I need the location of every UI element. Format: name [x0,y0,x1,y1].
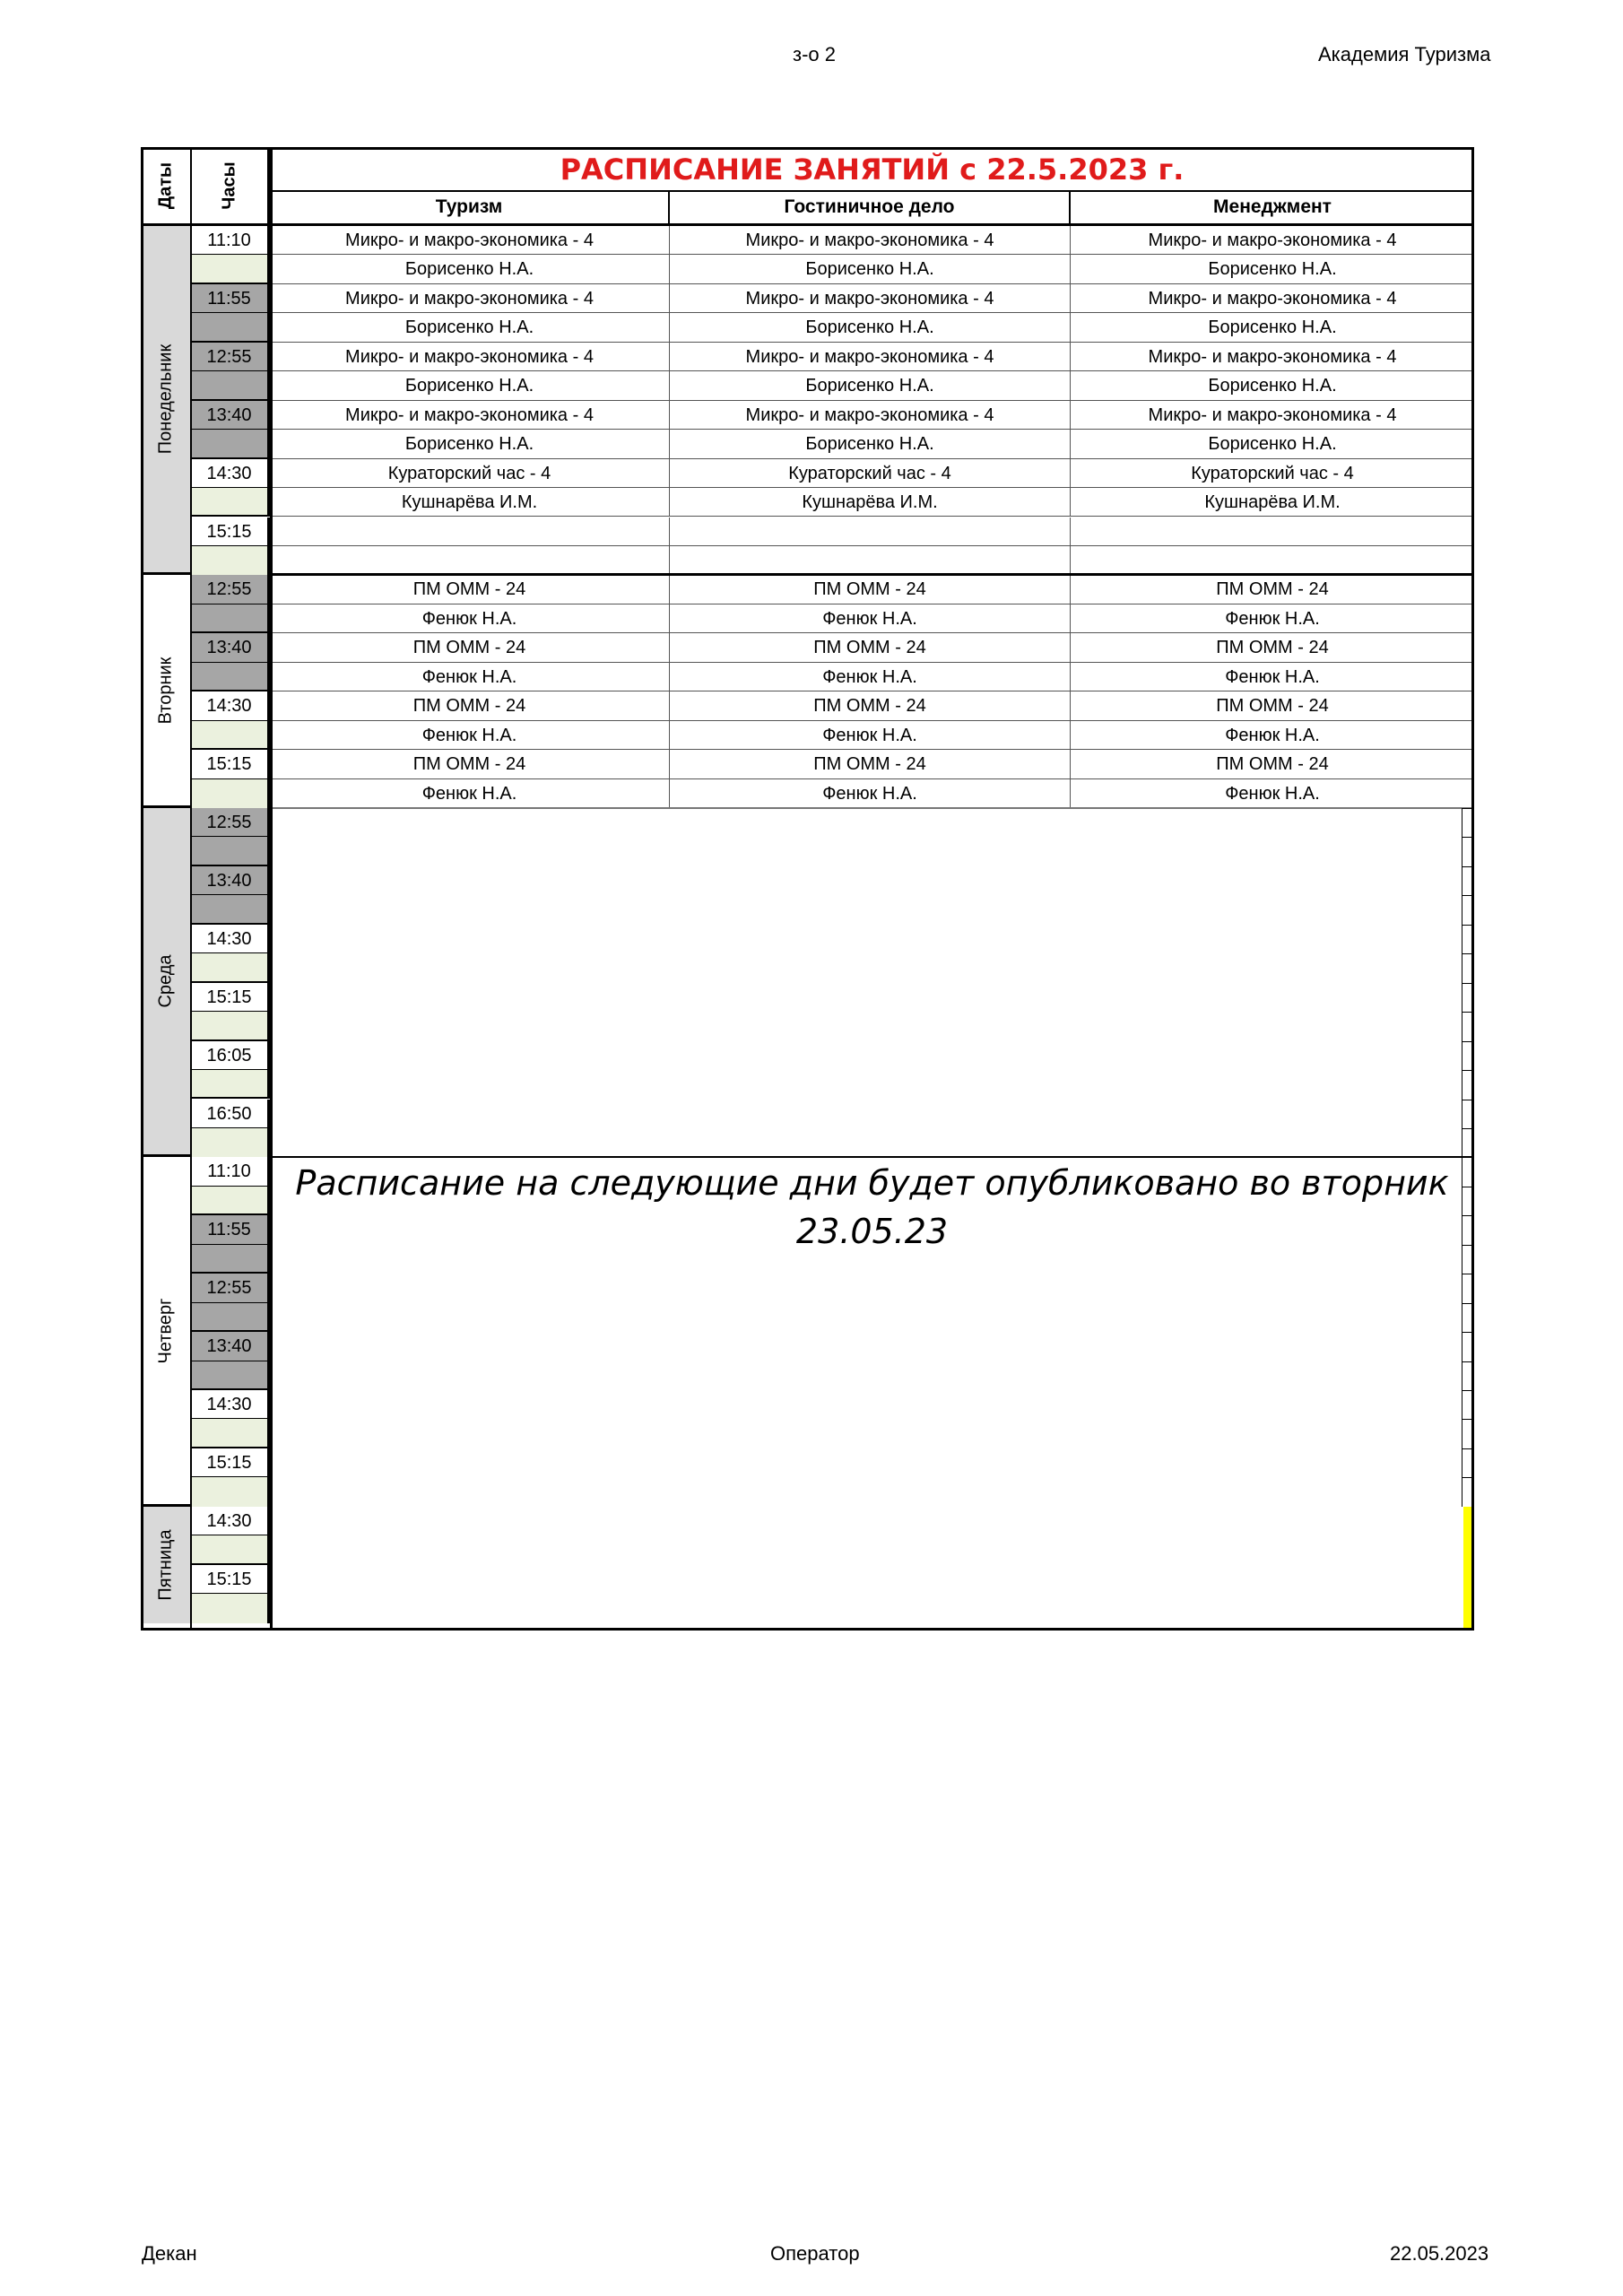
teacher-cell: Борисенко Н.А. [1071,371,1474,400]
time-spacer [191,1187,270,1215]
teacher-cell: Фенюк Н.А. [670,604,1071,633]
subject-cell: Кураторский час - 4 [270,459,670,488]
day-cell-3 [141,1157,191,1506]
time-left-border [190,147,192,1631]
subject-cell: Микро- и макро-экономика - 4 [1071,226,1474,255]
time-spacer [191,1594,270,1622]
time-spacer [191,255,270,283]
time-spacer [191,1361,270,1390]
teacher-cell [1071,546,1474,575]
day-cell-4 [141,1507,191,1623]
teacher-cell: Кушнарёва И.М. [670,488,1071,517]
day-label: Пятница [155,1529,175,1601]
column-header-1: Гостиничное дело [670,192,1071,226]
yellow-edge [1463,1507,1472,1631]
edge-tick [1462,1332,1472,1333]
edge-tick [1462,1477,1472,1478]
edge-tick [1462,895,1472,896]
time-label: 12:55 [206,1278,252,1299]
edge-tick [1462,1419,1472,1420]
day-label: Четверг [155,1298,175,1364]
time-cell [191,284,270,313]
subject-cell: Микро- и макро-экономика - 4 [1071,284,1474,313]
time-cell [191,925,270,953]
time-label: 13:40 [206,638,252,658]
time-label: 12:55 [206,813,252,832]
time-spacer [191,1245,270,1274]
subject-cell [1071,517,1474,546]
time-spacer [191,430,270,458]
time-spacer [191,663,270,691]
time-spacer [191,313,270,342]
time-cell [191,1565,270,1594]
page-header-center: з-о 2 [793,43,836,65]
teacher-cell: Фенюк Н.А. [1071,721,1474,750]
header-dates-label: Даты [155,161,175,209]
edge-tick [1462,925,1472,926]
time-spacer [191,1535,270,1564]
time-label: 15:15 [206,754,252,775]
time-label: 14:30 [206,1395,252,1414]
time-spacer [191,1012,270,1040]
subject-cell: ПМ ОММ - 24 [670,750,1071,778]
time-label: 14:30 [206,463,252,483]
subject-cell [270,517,670,546]
teacher-cell: Фенюк Н.А. [270,663,670,691]
schedule-table [141,147,1474,1631]
teacher-cell: Борисенко Н.А. [270,313,670,342]
teacher-cell: Борисенко Н.А. [670,371,1071,400]
footer-date: 22.05.2023 [1390,2242,1489,2265]
time-label: 13:40 [206,1336,252,1357]
subject-cell: ПМ ОММ - 24 [1071,691,1474,720]
time-label: 14:30 [206,696,252,717]
teacher-cell [670,546,1071,575]
schedule-title: РАСПИСАНИЕ ЗАНЯТИЙ с 22.5.2023 г. [270,147,1474,192]
edge-tick [1462,953,1472,954]
subject-cell: Микро- и макро-экономика - 4 [270,343,670,371]
time-label: 13:40 [206,870,252,891]
header-hours-label: Часы [219,161,239,210]
time-cell [191,1448,270,1477]
edge-tick [1462,1390,1472,1391]
teacher-cell: Борисенко Н.А. [670,430,1071,458]
time-cell [191,691,270,720]
time-label: 14:30 [206,1510,252,1531]
edge-tick [1462,1361,1472,1362]
edge-tick [1462,1448,1472,1449]
edge-tick [1462,1245,1472,1246]
edge-tick [1462,1070,1472,1071]
teacher-cell: Фенюк Н.А. [670,663,1071,691]
teacher-cell: Борисенко Н.А. [670,255,1071,283]
subject-cell: ПМ ОММ - 24 [1071,575,1474,604]
time-label: 15:15 [206,1452,252,1473]
day-label: Вторник [155,657,175,725]
notice-line-1: 23.05.23 [795,1212,949,1252]
edge-tick [1462,1041,1472,1042]
time-spacer [191,837,270,865]
header-hours [191,147,270,226]
header-dates [141,147,191,226]
day-separator [270,1156,1474,1158]
time-cell [191,459,270,488]
time-cell [191,1274,270,1302]
time-cell [191,517,270,546]
notice-line-0: Расписание на следующие дни будет опубликовано во вторник [295,1163,1449,1204]
day-label: Понедельник [155,344,175,455]
subject-cell: Микро- и макро-экономика - 4 [1071,343,1474,371]
time-cell [191,401,270,430]
time-cell [191,1507,270,1535]
column-header-0: Туризм [270,192,670,226]
teacher-cell: Фенюк Н.А. [270,779,670,808]
subject-cell: ПМ ОММ - 24 [270,691,670,720]
edge-tick [1462,808,1472,809]
subject-cell [670,517,1071,546]
footer-dean: Декан [142,2242,197,2265]
time-cell [191,343,270,371]
time-cell [191,1157,270,1186]
teacher-cell: Кушнарёва И.М. [270,488,670,517]
time-label: 12:55 [206,579,252,600]
teacher-cell: Фенюк Н.А. [1225,783,1320,804]
time-spacer [191,1477,270,1506]
edge-tick [1462,983,1472,984]
day-cell-2 [141,808,191,1157]
time-label: 16:05 [206,1045,252,1065]
teacher-cell: Борисенко Н.А. [670,313,1071,342]
teacher-cell: Кушнарёва И.М. [1071,488,1474,517]
time-cell [191,1390,270,1419]
teacher-cell: Борисенко Н.А. [270,371,670,400]
time-spacer [191,953,270,982]
time-cell [191,1332,270,1361]
subject-cell: ПМ ОММ - 24 [1071,750,1474,778]
time-label: 12:55 [206,346,252,367]
teacher-cell: Фенюк Н.А. [1071,604,1474,633]
teacher-cell: Фенюк Н.А. [270,721,670,750]
teacher-cell: Борисенко Н.А. [270,255,670,283]
subject-cell: Микро- и макро-экономика - 4 [270,401,670,430]
subject-cell: ПМ ОММ - 24 [670,633,1071,662]
subject-cell: Микро- и макро-экономика - 4 [670,401,1071,430]
time-label: 15:15 [206,987,252,1007]
time-spacer [191,371,270,400]
time-cell [191,633,270,662]
time-label: 15:15 [206,1569,252,1589]
day-cell-1 [141,575,191,808]
day-label: Среда [155,954,175,1008]
time-spacer [191,546,270,575]
time-spacer [191,895,270,924]
edge-tick [1462,837,1472,838]
time-spacer [191,1419,270,1448]
subject-cell: Микро- и макро-экономика - 4 [670,284,1071,313]
time-label: 11:10 [207,1161,251,1182]
time-spacer [191,721,270,750]
time-cell [191,226,270,255]
time-cell [191,1100,270,1128]
edge-tick [1462,1303,1472,1304]
column-header-2: Менеджмент [1071,192,1474,226]
subject-cell: Кураторский час - 4 [1071,459,1474,488]
subject-cell: Микро- и макро-экономика - 4 [670,226,1071,255]
time-cell [191,575,270,604]
content-left-border [270,147,273,1631]
time-label: 11:10 [207,230,251,250]
time-spacer [191,488,270,517]
subject-cell: ПМ ОММ - 24 [670,575,1071,604]
time-label: 11:55 [207,1220,251,1240]
subject-cell: ПМ ОММ - 24 [670,691,1071,720]
time-cell [191,808,270,837]
time-cell [191,983,270,1012]
day-separator [270,573,1474,576]
teacher-cell: Борисенко Н.А. [1071,313,1474,342]
time-spacer [191,1070,270,1099]
teacher-cell: Фенюк Н.А. [670,779,1071,808]
time-spacer [191,604,270,633]
time-spacer [191,1128,270,1157]
subject-cell: Микро- и макро-экономика - 4 [270,226,670,255]
edge-tick [1462,1128,1472,1129]
edge-tick [1462,1215,1472,1216]
notice-text [288,1159,1456,1266]
footer-operator: Оператор [770,2242,860,2265]
subject-cell: ПМ ОММ - 24 [270,750,670,778]
subject-cell: Микро- и макро-экономика - 4 [270,284,670,313]
time-label: 13:40 [206,404,252,425]
time-label: 14:30 [206,928,252,949]
time-cell [191,1041,270,1070]
time-cell [191,750,270,778]
day-separator [270,807,1474,809]
teacher-cell [270,546,670,575]
teacher-cell: Фенюк Н.А. [270,604,670,633]
subject-cell: Микро- и макро-экономика - 4 [670,343,1071,371]
time-spacer [191,1303,270,1332]
subject-cell: ПМ ОММ - 24 [1071,633,1474,662]
subject-cell: ПМ ОММ - 24 [270,575,670,604]
teacher-cell: Фенюк Н.А. [670,721,1071,750]
teacher-cell: Борисенко Н.А. [1071,430,1474,458]
time-label: 15:15 [206,521,252,542]
time-cell [191,866,270,895]
day-cell-0 [141,226,191,575]
teacher-cell: Борисенко Н.А. [270,430,670,458]
subject-cell: Микро- и макро-экономика - 4 [1071,401,1474,430]
time-spacer [191,779,270,808]
teacher-cell: Фенюк Н.А. [1071,663,1474,691]
teacher-cell: Борисенко Н.А. [1071,255,1474,283]
subject-cell: ПМ ОММ - 24 [270,633,670,662]
time-label: 16:50 [206,1103,252,1124]
edge-tick [1462,1012,1472,1013]
time-label: 11:55 [207,288,251,309]
subject-cell: Кураторский час - 4 [670,459,1071,488]
time-cell [191,1215,270,1244]
edge-tick [1462,866,1472,867]
page-header-right: Академия Туризма [1318,43,1491,65]
